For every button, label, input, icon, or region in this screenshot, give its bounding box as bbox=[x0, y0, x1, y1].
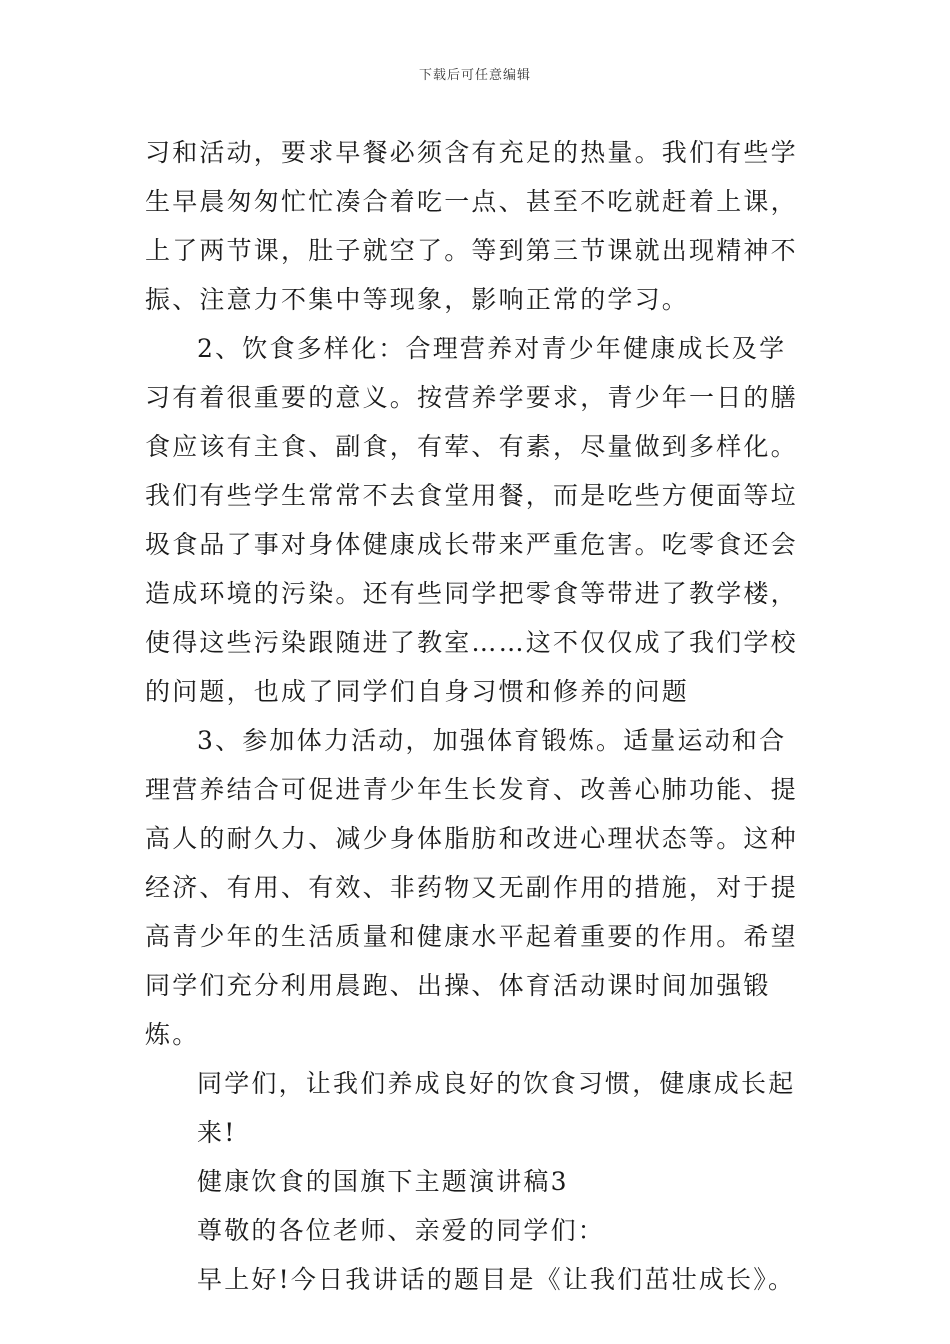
section-title: 健康饮食的国旗下主题演讲稿3 bbox=[197, 1167, 569, 1196]
opening-line: 早上好!今日我讲话的题目是《让我们茁壮成长》。 bbox=[197, 1265, 796, 1294]
paragraph-call-to-action: 同学们，让我们养成良好的饮食习惯，健康成长起来! bbox=[197, 1069, 796, 1147]
salutation: 尊敬的各位老师、亲爱的同学们： bbox=[197, 1216, 606, 1245]
paragraph-diet-variety: 2、饮食多样化：合理营养对青少年健康成长及学习有着很重要的意义。按营养学要求，青少年一日的膳食应该有主食、副食，有荤、有素，尽量做到多样化。我们有些学生常常不去食堂用餐，而是吃些方便面等垃圾食品了事对身体健康成长带来严重危害。吃零食还会造成环境的污染。还有些同学把零食等带进了教学楼，使得这些污染跟随进了教室……这不仅仅成了我们学校的问题，也成了同学们自身习惯和修养的问题 bbox=[145, 334, 798, 706]
page-header-note: 下载后可任意编辑 bbox=[418, 68, 531, 83]
paragraph-exercise: 3、参加体力活动，加强体育锻炼。适量运动和合理营养结合可促进青少年生长发育、改善心肺功能、提高人的耐久力、减少身体脂肪和改进心理状态等。这种经济、有用、有效、非药物又无副作用的措施，对于提高青少年的生活质量和健康水平起着重要的作用。希望同学们充分利用晨跑、出操、体育活动课时间加强锻炼。 bbox=[145, 726, 798, 1049]
paragraph-breakfast: 习和活动，要求早餐必须含有充足的热量。我们有些学生早晨匆匆忙忙凑合着吃一点、甚至不吃就赶着上课，上了两节课，肚子就空了。等到第三节课就出现精神不振、注意力不集中等现象，影响正常的学习。 bbox=[145, 138, 798, 314]
document-body bbox=[145, 128, 813, 1304]
